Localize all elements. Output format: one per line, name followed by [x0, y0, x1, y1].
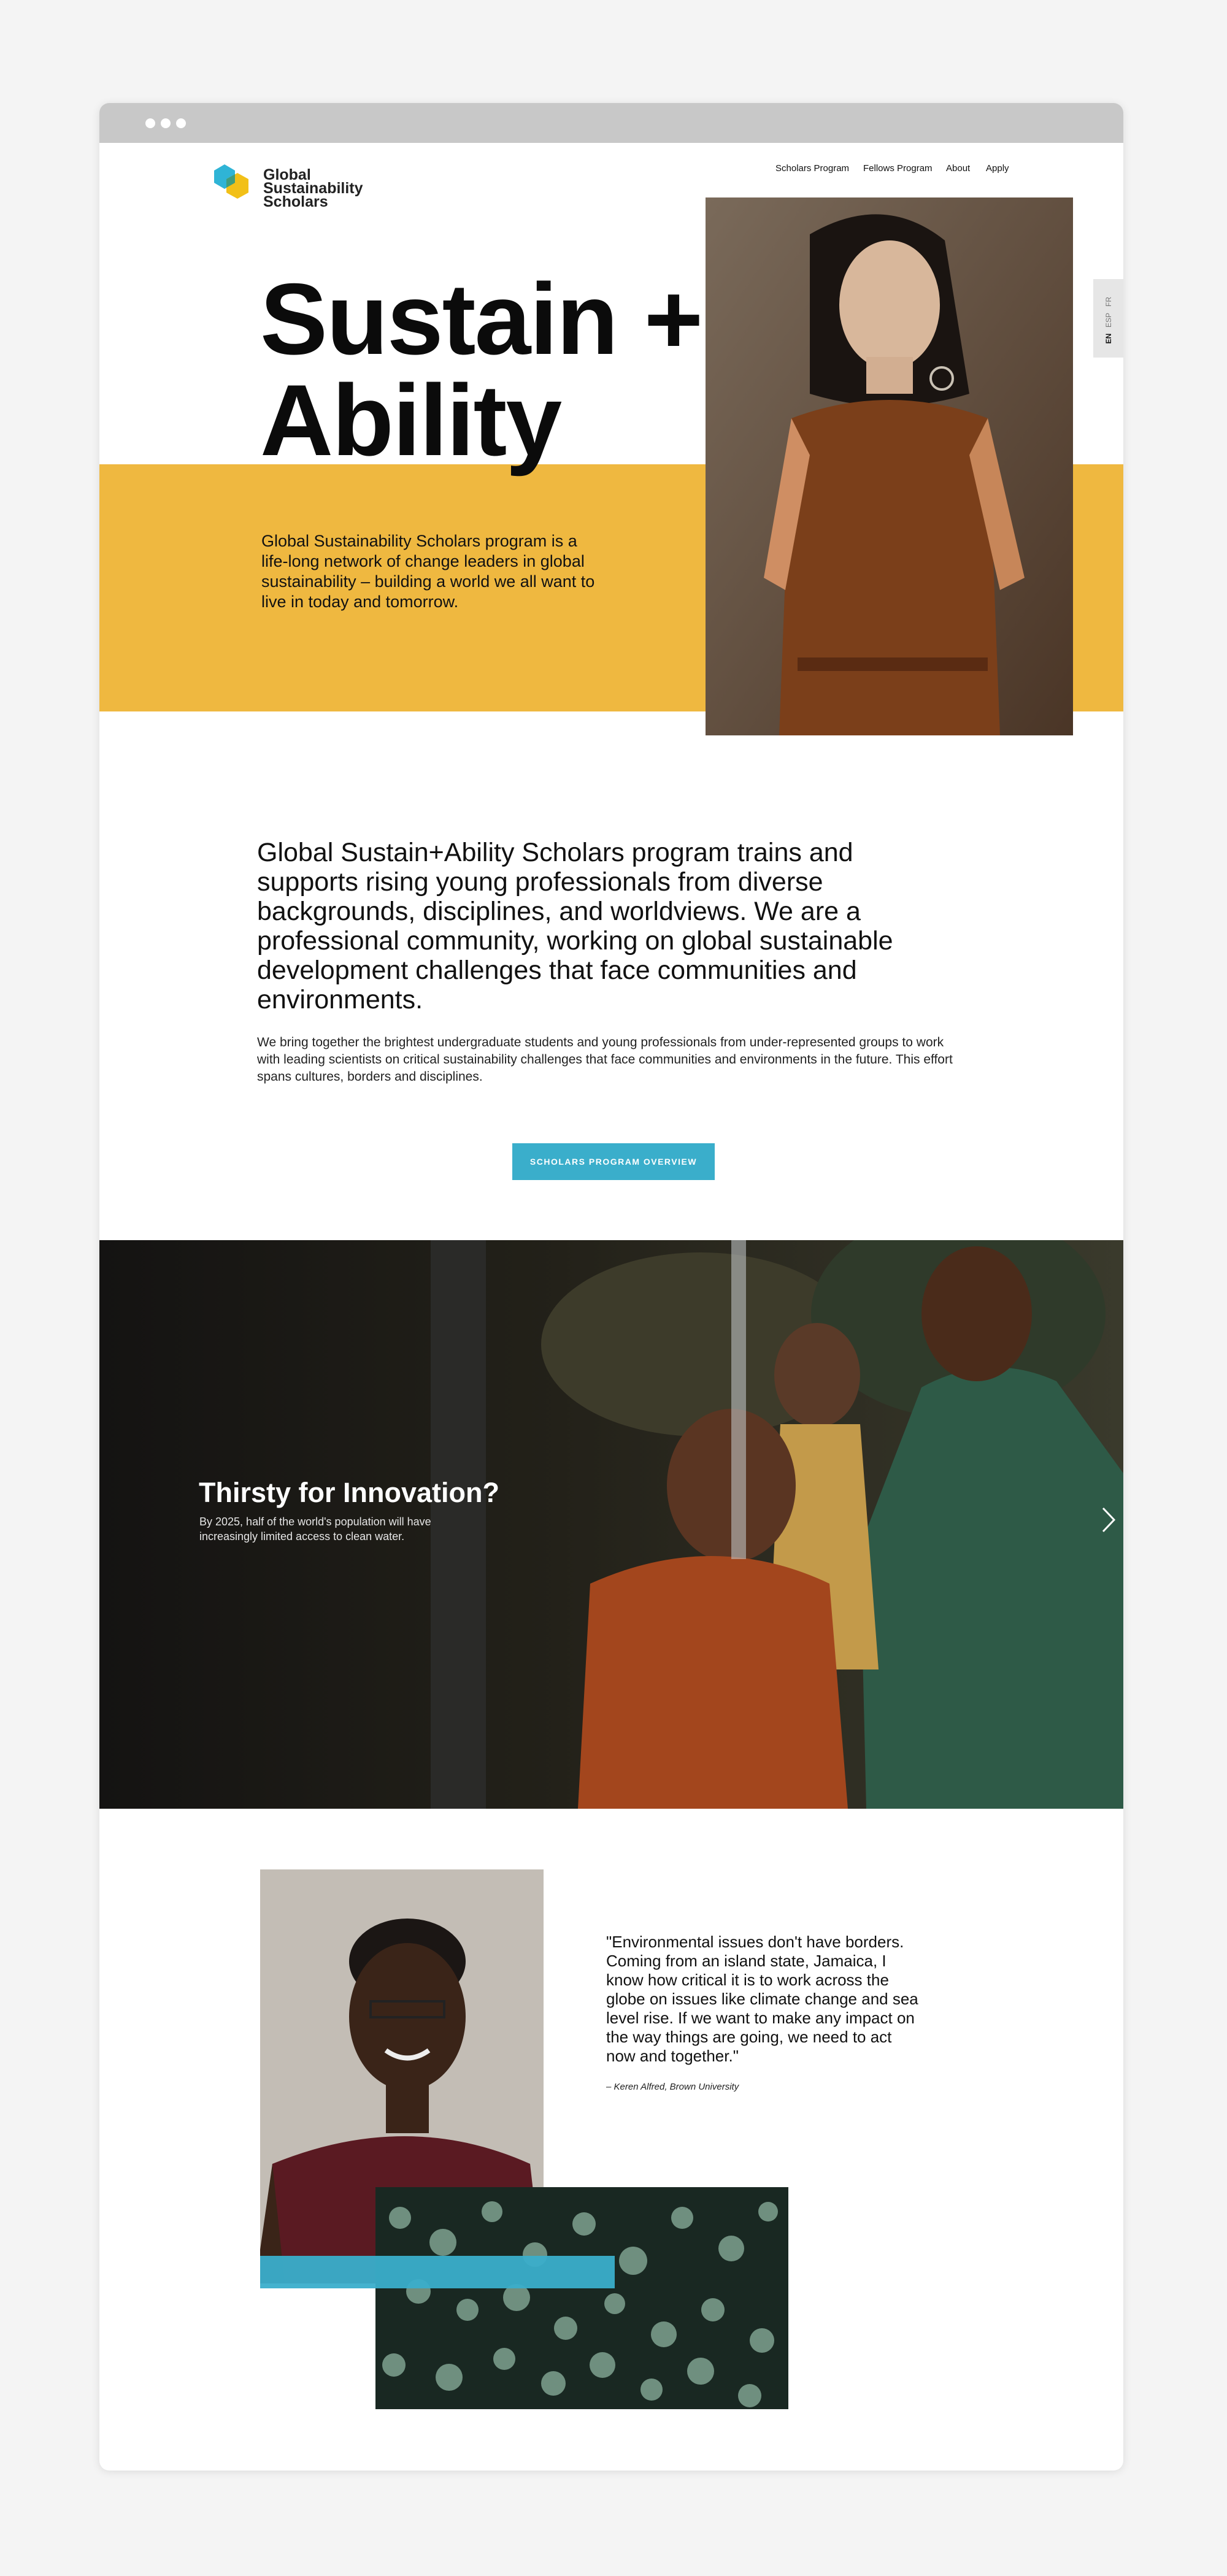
nav-about[interactable]: About	[946, 163, 971, 174]
logo-line: Global	[263, 166, 311, 183]
nav-scholars-program[interactable]: Scholars Program	[775, 163, 850, 174]
chevron-right-icon[interactable]	[1099, 1505, 1118, 1535]
lang-fr[interactable]: FR	[1104, 297, 1113, 307]
logo-line: Sustainability	[263, 180, 363, 197]
window-dot-icon[interactable]	[161, 118, 171, 128]
hero-portrait-image	[706, 197, 1073, 735]
language-switcher	[1093, 279, 1123, 358]
leaves-image	[375, 2187, 788, 2409]
slider-text: By 2025, half of the world's population will have increasingly limited access to clean water.	[199, 1516, 431, 1543]
decorative-teal-bar	[260, 2256, 615, 2288]
testimonial-attribution: – Keren Alfred, Brown University	[606, 2082, 739, 2092]
nav-apply[interactable]: Apply	[986, 163, 1009, 174]
testimonial-quote: "Environmental issues don't have borders. Coming from an island state, Jamaica, I know how critical it is to work across the globe on issues like climate change and sea level rise. If we want to make any impact on the way things are going, we need to act now and together."	[606, 1933, 918, 2065]
window-dot-icon[interactable]	[176, 118, 186, 128]
intro-body-text: We bring together the brightest undergraduate students and young professionals from under-represented groups to work with leading scientists on critical sustainability challenges that face communities and environments in the future. This effort spans cultures, borders and disciplines.	[257, 1035, 953, 1084]
intro-lead-text: Global Sustain+Ability Scholars program trains and supports rising young professionals from diverse backgrounds, disciplines, and worldviews. We are a professional community, working on global sustainable development challenges that face communities and environments.	[257, 838, 893, 1014]
browser-window	[99, 103, 1123, 2471]
hero-title	[260, 263, 702, 477]
logo-wordmark	[263, 168, 363, 209]
hero-description: Global Sustainability Scholars program is a life-long network of change leaders in global sustainability – building a world we all want to live in today and tomorrow.	[261, 532, 595, 611]
window-dot-icon[interactable]	[145, 118, 155, 128]
scholars-program-overview-button[interactable]: SCHOLARS PROGRAM OVERVIEW	[512, 1143, 715, 1180]
browser-titlebar	[99, 103, 1123, 143]
site-logo[interactable]	[212, 163, 371, 212]
hero-title-line: Ability	[260, 364, 561, 477]
nav-fellows-program[interactable]: Fellows Program	[863, 163, 933, 174]
hexagon-logo-icon	[212, 163, 261, 212]
lang-en[interactable]: EN	[1104, 333, 1113, 344]
hero-title-line: Sustain +	[260, 263, 702, 375]
slider-title: Thirsty for Innovation?	[199, 1477, 499, 1508]
lang-esp[interactable]: ESP	[1104, 312, 1113, 328]
logo-line: Scholars	[263, 193, 328, 210]
